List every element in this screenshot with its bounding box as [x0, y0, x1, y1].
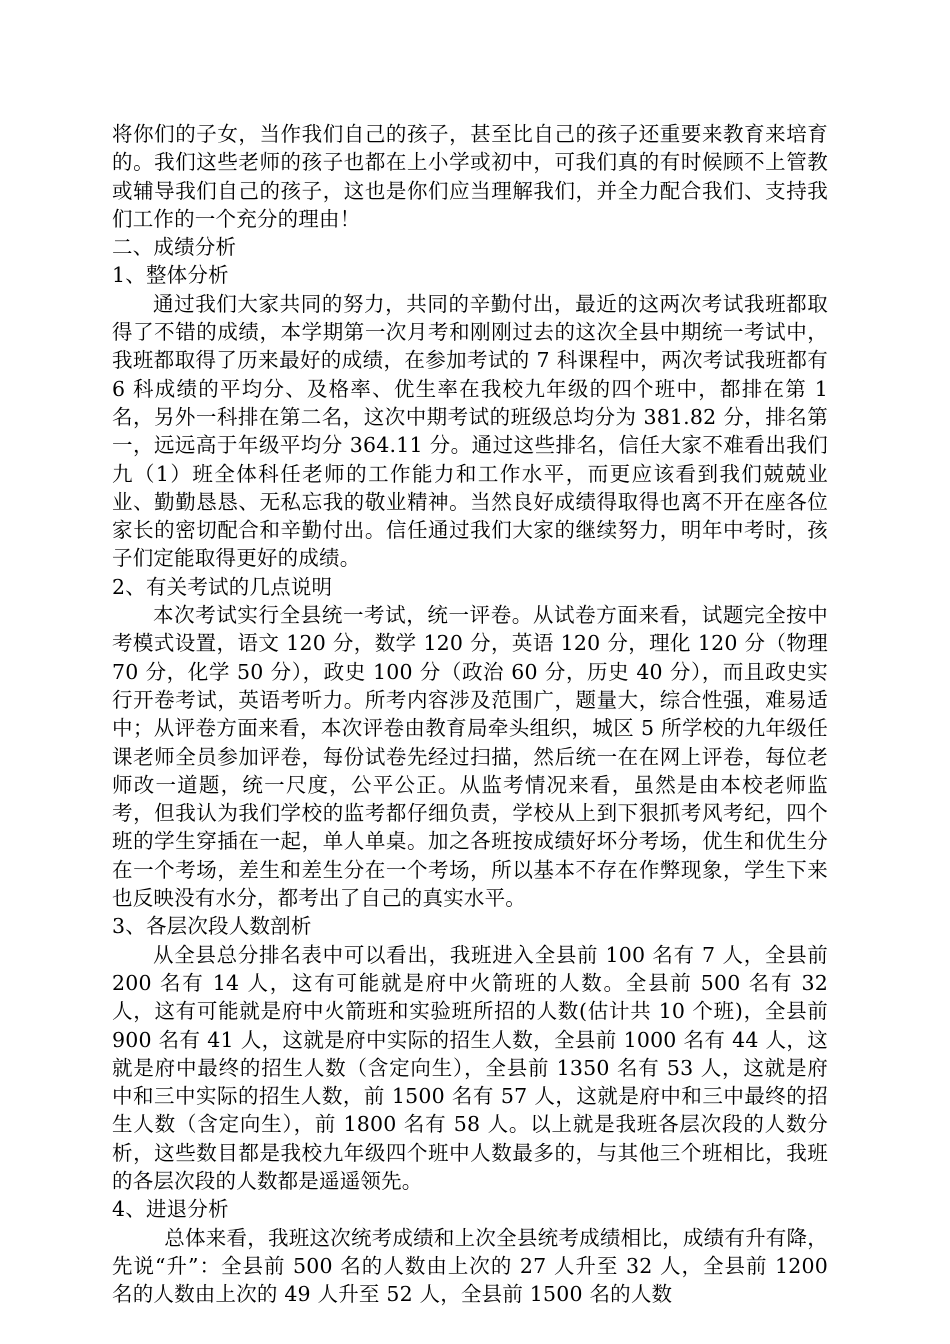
- subheading-progress-analysis: 4、进退分析: [112, 1197, 229, 1222]
- section-heading-score-analysis: 二、成绩分析: [112, 235, 237, 260]
- paragraph-progress-analysis: 总体来看，我班这次统考成绩和上次全县统考成绩相比，成绩有升有降，先说“升”：全县前 500 名的人数由上次的 27 人升至 32 人，全县前 1200 名的人数由上次的 49 人升至 52 人，全县前 1500 名的人数: [112, 1225, 828, 1307]
- paragraph-exam-notes: 本次考试实行全县统一考试，统一评卷。从试卷方面来看，试题完全按中考模式设置，语文 120 分，数学 120 分，英语 120 分，理化 120 分（物理 70 分，化学 50 分），政史 100 分（政治 60 分，历史 40 分），而且政史实行开卷考试，英语考听力。所考内容涉及范围广，题量大，综合性强，难易适中；从评卷方面来看，本次评卷由教育局牵头组织，城区 5 所学校的九年级任课老师全员参加评卷，每份试卷先经过扫描，然后统一在在网上评卷，每位老师改一道题，统一尺度，公平公正。从监考情况来看，虽然是由本校老师监考，但我认为我们学校的监考都仔细负责，学校从上到下狠抓考风考纪，四个班的学生穿插在一起，单人单桌。加之各班按成绩好坏分考场，优生和优生分在一个考场，差生和差生分在一个考场，所以基本不存在作弊现象，学生下来也反映没有水分，都考出了自己的真实水平。: [112, 603, 828, 911]
- subheading-level-breakdown: 3、各层次段人数剖析: [112, 914, 312, 939]
- subheading-exam-notes: 2、有关考试的几点说明: [112, 574, 333, 599]
- continuation-paragraph: 将你们的子女，当作我们自己的孩子，甚至比自己的孩子还重要来教育来培育的。我们这些老师的孩子也都在上小学或初中，可我们真的有时候顾不上管教或辅导我们自己的孩子，这也是你们应当理解我们，并全力配合我们、支持我们工作的一个充分的理由！: [112, 122, 828, 231]
- paragraph-overall-analysis: 通过我们大家共同的努力，共同的辛勤付出，最近的这两次考试我班都取得了不错的成绩，本学期第一次月考和刚刚过去的这次全县中期统一考试中，我班都取得了历来最好的成绩，在参加考试的 7 科课程中，两次考试我班都有 6 科成绩的平均分、及格率、优生率在我校九年级的四个班中，都排在第 1 名，另外一科排在第二名，这次中期考试的班级总均分为 381.82 分，排名第一，远远高于年级平均分 364.11 分。通过这些排名，信任大家不难看出我们九（1）班全体科任老师的工作能力和工作水平，而更应该看到我们兢兢业业、勤勤恳恳、无私忘我的敬业精神。当然良好成绩得取得也离不开在座各位家长的密切配合和辛勤付出。信任通过我们大家的继续努力，明年中考时，孩子们定能取得更好的成绩。: [112, 291, 828, 571]
- document-body: [112, 120, 828, 1308]
- subheading-overall-analysis: 1、整体分析: [112, 263, 229, 288]
- paragraph-level-breakdown: 从全县总分排名表中可以看出，我班进入全县前 100 名有 7 人，全县前 200 名有 14 人，这有可能就是府中火箭班的人数。全县前 500 名有 32 人，这有可能就是府中火箭班和实验班所招的人数(估计共 10 个班)，全县前 900 名有 41 人，这就是府中实际的招生人数，全县前 1000 名有 44 人，这就是府中最终的招生人数（含定向生），全县前 1350 名有 53 人，这就是府中和三中实际的招生人数，前 1500 名有 57 人，这就是府中和三中最终的招生人数（含定向生），前 1800 名有 58 人。以上就是我班各层次段的人数分析，这些数目都是我校九年级四个班中人数最多的，与其他三个班相比，我班的各层次段的人数都是遥遥领先。: [112, 942, 828, 1193]
